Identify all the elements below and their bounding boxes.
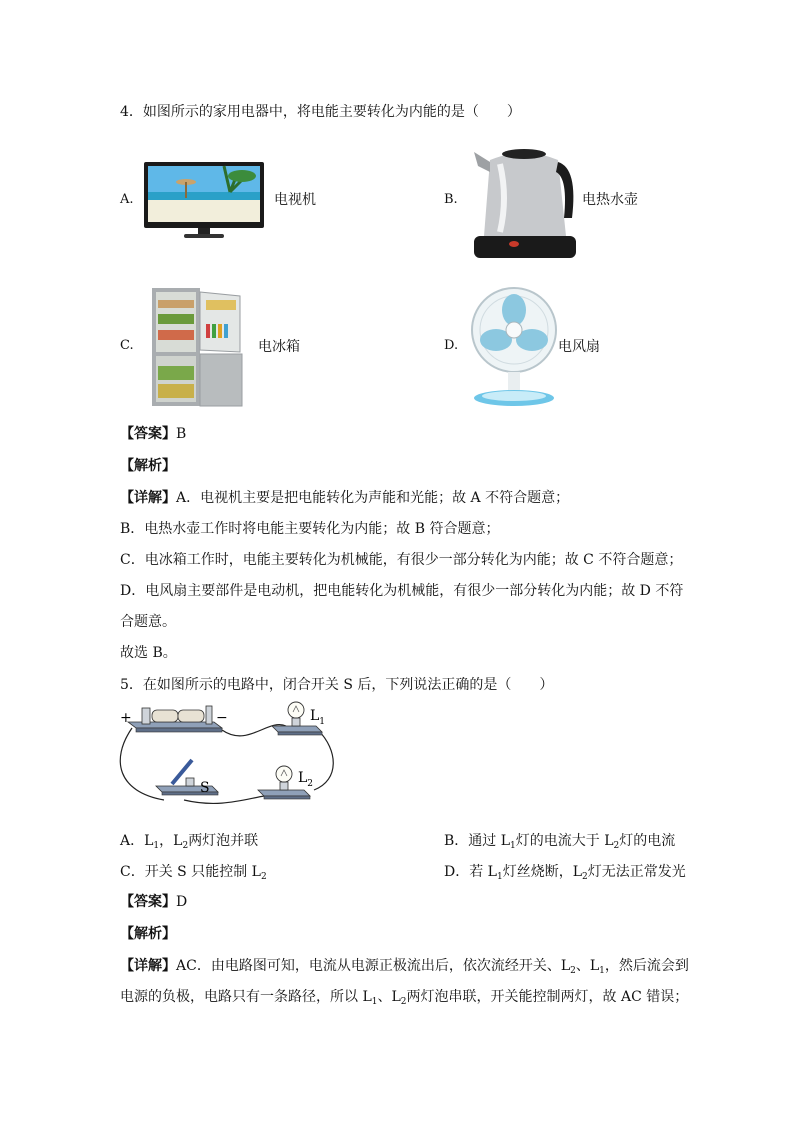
q5-stem: 5．在如图所示的电路中，闭合开关 S 后，下列说法正确的是（ ） <box>120 677 554 693</box>
q4-option-a-letter: A. <box>120 192 134 207</box>
q4-detail-line-6: 故选 B。 <box>120 645 177 661</box>
q4-option-b-letter: B. <box>444 192 458 207</box>
lamp2-label: $L_2$ <box>298 770 314 789</box>
q4-stem: 4．如图所示的家用电器中，将电能主要转化为内能的是（ ） <box>120 104 521 120</box>
q5-option-c: C．开关 S 只能控制 $L_2$ <box>120 864 267 882</box>
fridge-image <box>148 286 248 410</box>
battery-minus-label: − <box>216 710 228 726</box>
q5-answer-value: D <box>176 894 188 910</box>
q4-analysis-tag: 【解析】 <box>120 458 176 474</box>
q5-option-b: B．通过 $L_1$灯的电流大于 $L_2$灯的电流 <box>444 833 676 851</box>
fan-image <box>466 286 562 408</box>
q4-detail-line-2: B．电热水壶工作时将电能主要转化为内能；故 B 符合题意； <box>120 521 500 537</box>
q5-detail-line-2: 电源的负极，电路只有一条路径，所以 $L_1$、$L_2$两灯泡串联，开关能控制两灯，故 AC 错误； <box>120 989 689 1007</box>
tv-image <box>144 162 266 244</box>
q5-option-a: A．$L_1$，$L_2$两灯泡并联 <box>120 833 259 851</box>
lamp1-label: $L_1$ <box>310 708 326 727</box>
q5-detail-line-1: 【详解】AC．由电路图可知，电流从电源正极流出后，依次流经开关、$L_2$、$L_1$，然后流会到 <box>120 958 689 976</box>
q4-detail-line-4: D．电风扇主要部件是电动机，把电能转化为机械能，有很少一部分转化为内能；故 D 不符 <box>120 583 684 599</box>
q4-detail-line-1 <box>120 488 569 508</box>
q4-option-d-label: 电风扇 <box>558 339 600 355</box>
q4-detail-line-3: C．电冰箱工作时，电能主要转化为机械能，有很少一部分转化为内能；故 C 不符合题意； <box>120 552 683 568</box>
q4-detail-text-1: A．电视机主要是把电能转化为声能和光能；故 A 不符合题意； <box>176 490 570 506</box>
q4-option-c-label: 电冰箱 <box>258 339 300 355</box>
q5-answer <box>120 892 187 912</box>
q4-detail-line-5: 合题意。 <box>120 614 176 630</box>
switch-label: S <box>200 780 210 796</box>
q4-answer-value: B <box>176 426 187 442</box>
q5-answer-tag: 【答案】 <box>120 894 176 910</box>
kettle-image <box>470 138 578 262</box>
q5-option-d: D．若 $L_1$灯丝烧断，$L_2$灯无法正常发光 <box>444 864 686 882</box>
circuit-diagram <box>118 700 338 820</box>
q4-option-c-letter: C. <box>120 338 134 353</box>
q5-analysis-tag: 【解析】 <box>120 926 176 942</box>
battery-plus-label: + <box>120 710 132 726</box>
q4-option-b-label: 电热水壶 <box>582 192 638 208</box>
q4-detail-tag: 【详解】 <box>120 490 176 506</box>
q4-option-d-letter: D. <box>444 338 459 353</box>
q4-option-a-label: 电视机 <box>274 192 316 208</box>
q4-answer <box>120 424 186 444</box>
q4-answer-tag: 【答案】 <box>120 426 176 442</box>
